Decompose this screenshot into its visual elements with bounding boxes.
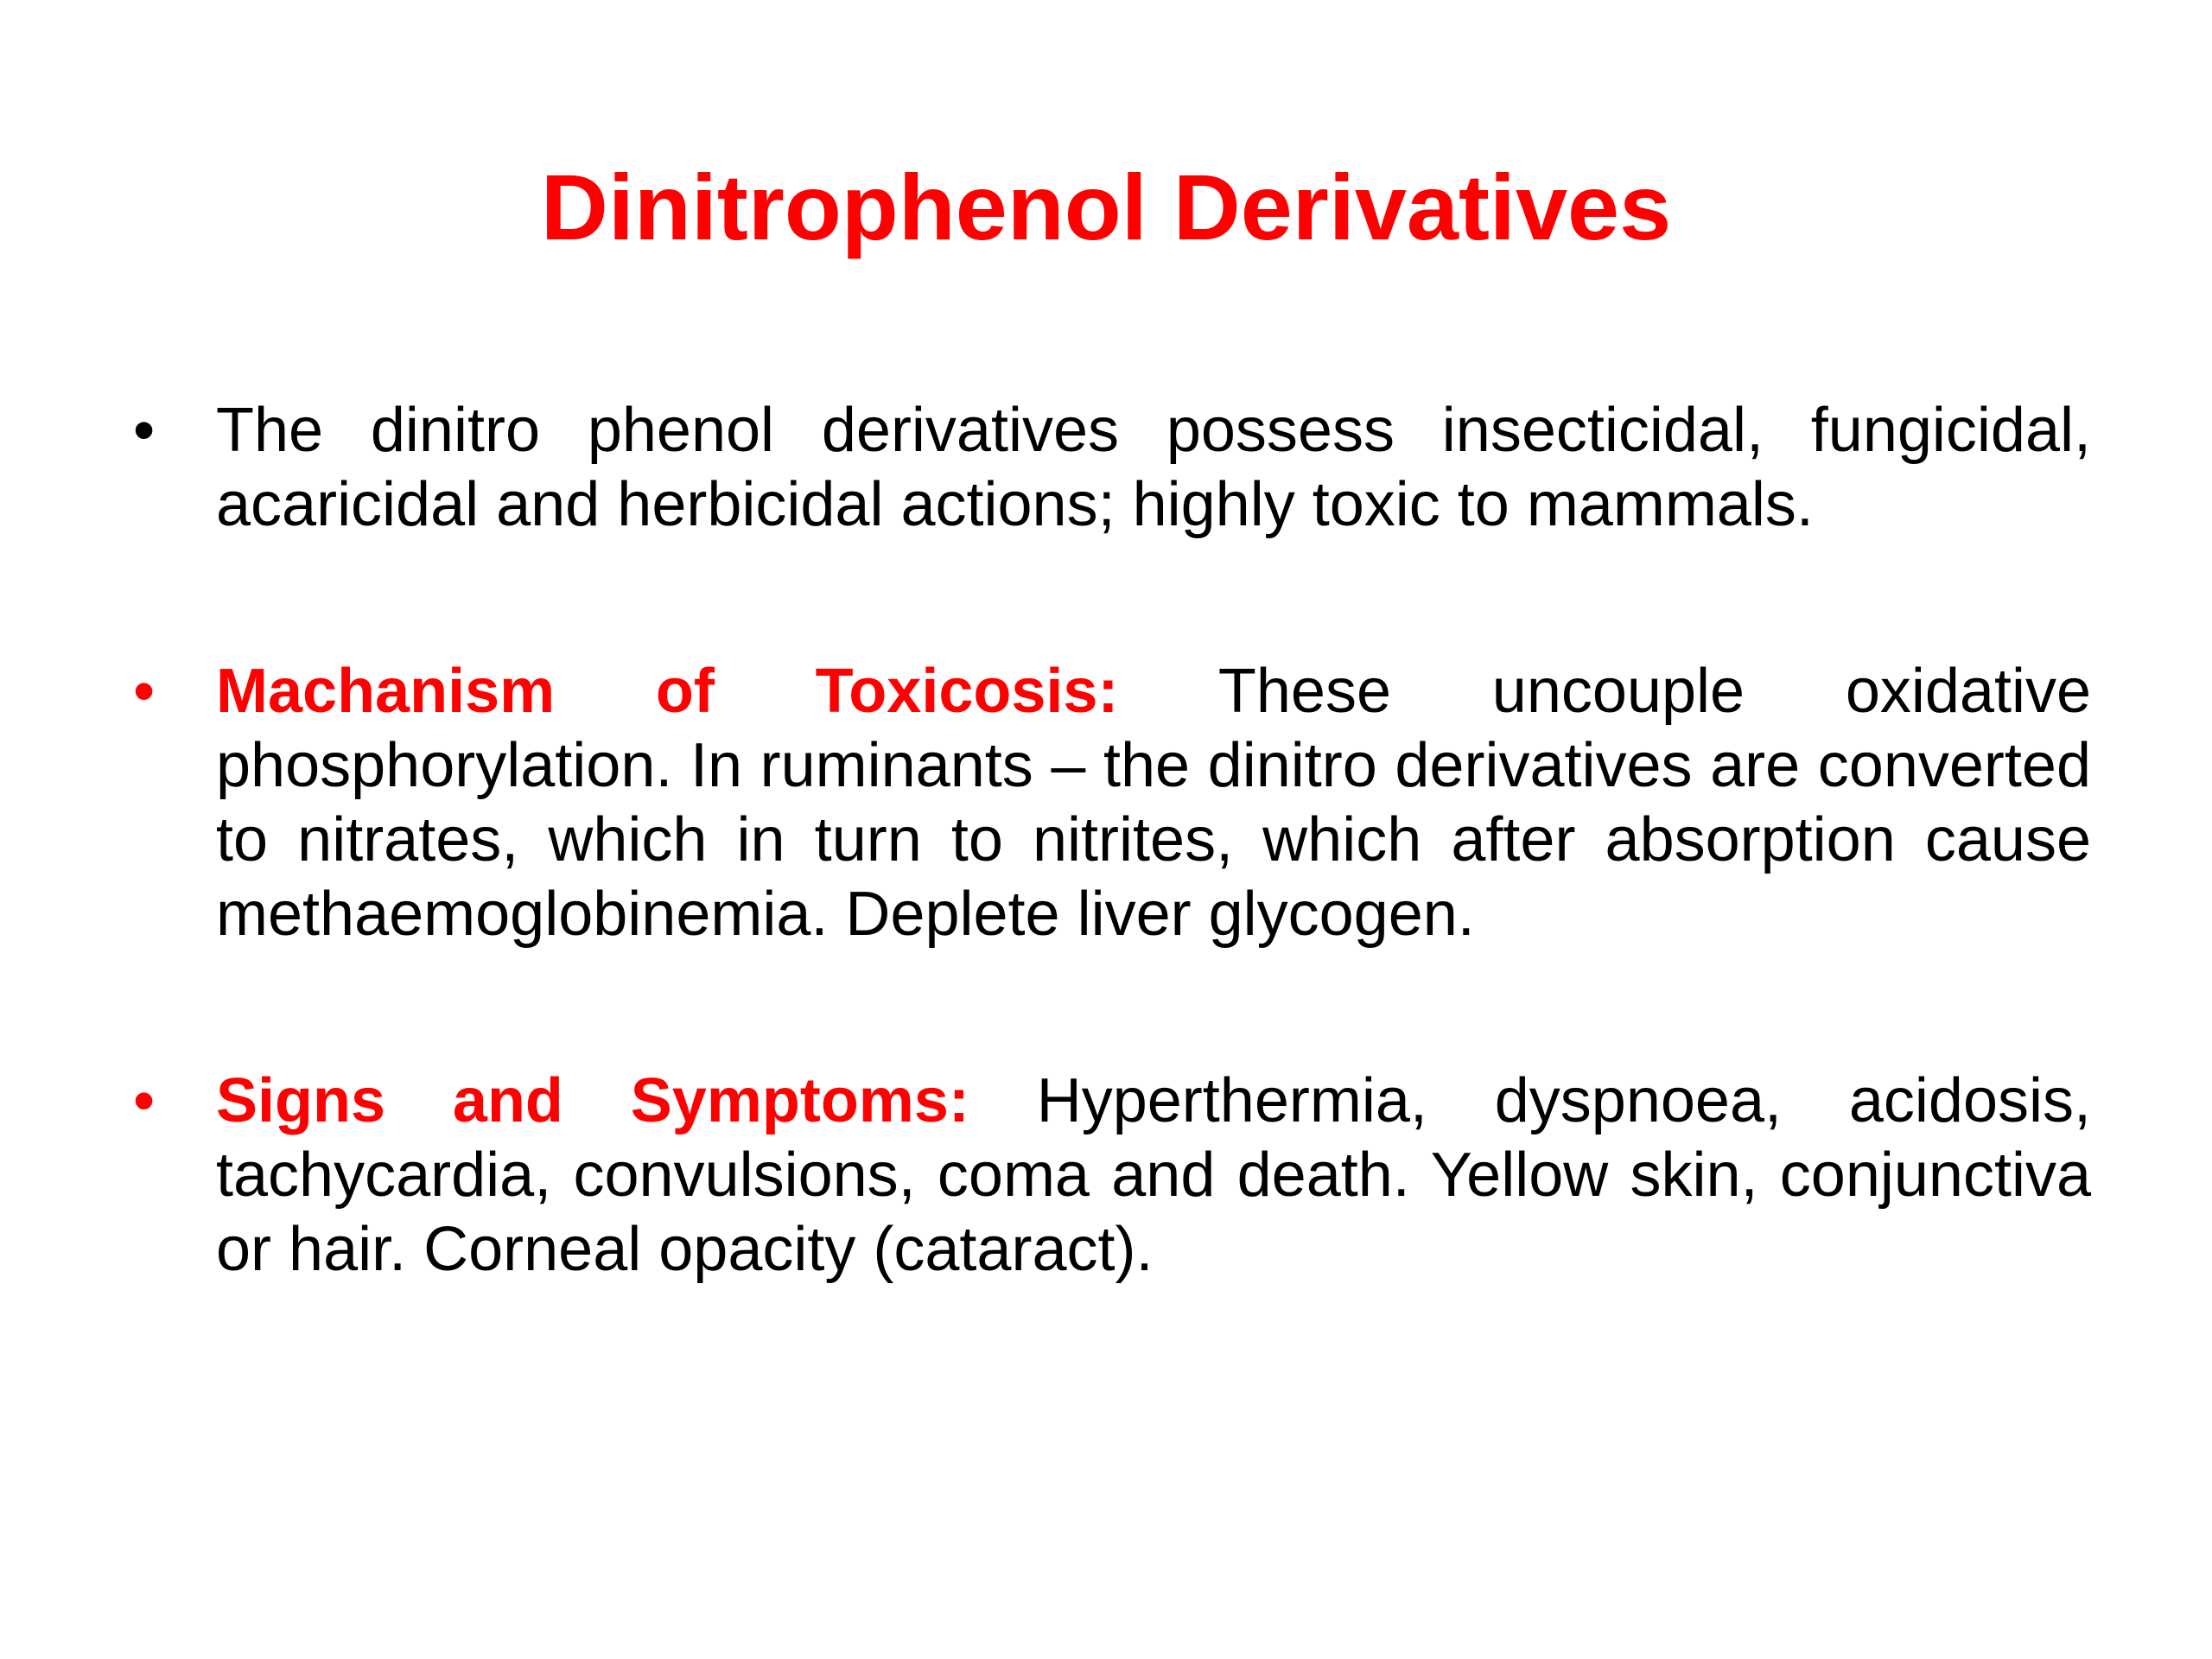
bullet-heading: Machanism of Toxicosis: xyxy=(216,657,1119,726)
bullet-item-signs xyxy=(130,1064,2091,1287)
slide-title: Dinitrophenol Derivatives xyxy=(540,155,1672,259)
bullet-heading: Signs and Symptoms: xyxy=(216,1066,969,1135)
bullet-text: The dinitro phenol derivatives possess insecticidal, fungicidal, acaricidal and herbicidal actions; highly toxic to mammals. xyxy=(216,396,2091,539)
bullet-item-mechanism xyxy=(130,654,2091,951)
bullet-list xyxy=(130,393,2091,1399)
bullet-text: Hyperthermia, dyspnoea, acidosis, tachycardia, convulsions, coma and death. Yellow skin, conjunctiva or hair. Corneal opacity (cataract). xyxy=(216,1066,2091,1284)
bullet-icon: • xyxy=(133,396,156,465)
bullet-item-uses xyxy=(130,393,2091,542)
bullet-icon: • xyxy=(133,1066,156,1135)
bullet-icon: • xyxy=(133,657,156,726)
bullet-text: These uncouple oxidative phosphorylation. In ruminants – the dinitro derivatives are converted to nitrates, which in turn to nitrites, which after absorption cause methaemoglobinemia. Deplete liver glycogen. xyxy=(216,657,2091,949)
